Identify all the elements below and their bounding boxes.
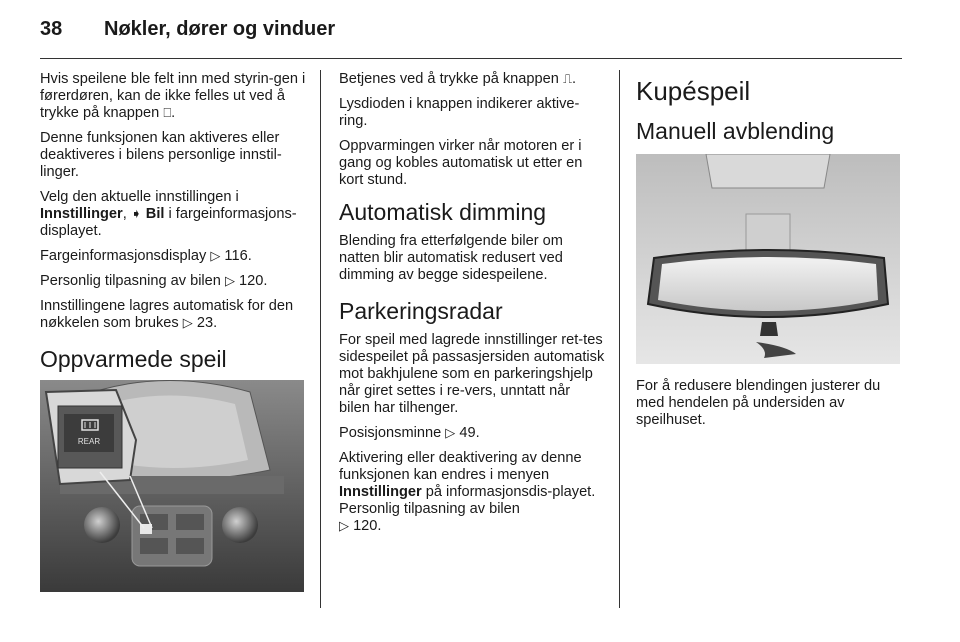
cross-reference: Posisjonsminne ▷ 49.	[339, 425, 480, 441]
rear-button-label: REAR	[77, 437, 101, 446]
section-heading: Parkeringsradar	[339, 298, 503, 324]
paragraph: Betjenes ved å trykke på knappen ⎍.	[339, 71, 577, 87]
paragraph: Oppvarmingen virker når motoren er i gang og kobles automatisk ut etter en kort stund.	[339, 138, 583, 188]
paragraph: Velg den aktuelle innstillingen i Innstillinger, ➧ Bil i fargeinformasjons-displayet.	[40, 189, 297, 239]
paragraph: For speil med lagrede innstillinger ret-tes sidespeilet på passasjersiden automatisk mot bakhjulene som en parkeringshjelp når giret settes i re-vers, unntatt når bilen har tilhenger.	[339, 332, 605, 416]
column-separator	[619, 70, 620, 608]
page-number: 38	[40, 18, 63, 40]
rear-defrost-icon: ⎍	[562, 72, 573, 87]
header-rule	[40, 58, 902, 59]
menu-ref-settings: Innstillinger	[40, 206, 123, 222]
page-ref-icon: ▷	[445, 426, 456, 441]
arrow-icon: ➧	[130, 207, 142, 222]
page-header	[40, 18, 335, 48]
page-title: Nøkler, dører og vinduer	[104, 18, 336, 40]
paragraph: Aktivering eller deaktivering av denne funksjonen kan endres i menyen Innstillinger på informasjonsdis-playet. Personlig tilpasning av bilen ▷ 120.	[339, 450, 596, 534]
page-ref-icon: ▷	[339, 519, 349, 534]
chapter-heading: Kupéspeil	[636, 76, 751, 106]
column-1	[40, 71, 306, 592]
rearview-mirror-illustration	[636, 154, 900, 364]
section-heading: Oppvarmede speil	[40, 346, 227, 372]
cross-reference: Fargeinformasjonsdisplay ▷ 116.	[40, 248, 252, 264]
fold-mirror-icon: ⎕	[163, 106, 172, 121]
column-2	[339, 71, 605, 543]
page-ref-icon: ▷	[182, 316, 193, 331]
section-heading: Manuell avblending	[636, 118, 835, 144]
center-console-drawing	[40, 380, 304, 592]
paragraph: Innstillingene lagres automatisk for den nøkkelen som brukes ▷ 23.	[40, 298, 294, 331]
paragraph: Denne funksjonen kan aktiveres eller deaktiveres i bilens personlige innstil-linger.	[40, 130, 282, 180]
column-3	[636, 76, 902, 437]
page-ref-icon: ▷	[210, 249, 221, 264]
menu-ref-car: Bil	[145, 206, 165, 222]
section-heading: Automatisk dimming	[339, 199, 547, 225]
paragraph: Blending fra etterfølgende biler om natten blir automatisk redusert ved dimming av begge sidespeilene.	[339, 233, 563, 283]
page-ref-icon: ▷	[224, 274, 235, 289]
heated-mirror-illustration	[40, 380, 304, 592]
cross-reference: Personlig tilpasning av bilen ▷ 120.	[40, 273, 268, 289]
paragraph: Hvis speilene ble felt inn med styrin-gen i førerdøren, kan de ikke felles ut ved å trykke på knappen ⎕.	[40, 71, 306, 121]
mirror-drawing	[636, 154, 900, 364]
paragraph: For å redusere blendingen justerer du med hendelen på undersiden av speilhuset.	[636, 378, 881, 428]
column-separator	[320, 70, 321, 608]
menu-ref-settings: Innstillinger	[339, 484, 422, 500]
paragraph: Lysdioden i knappen indikerer aktive-ring.	[339, 96, 580, 129]
